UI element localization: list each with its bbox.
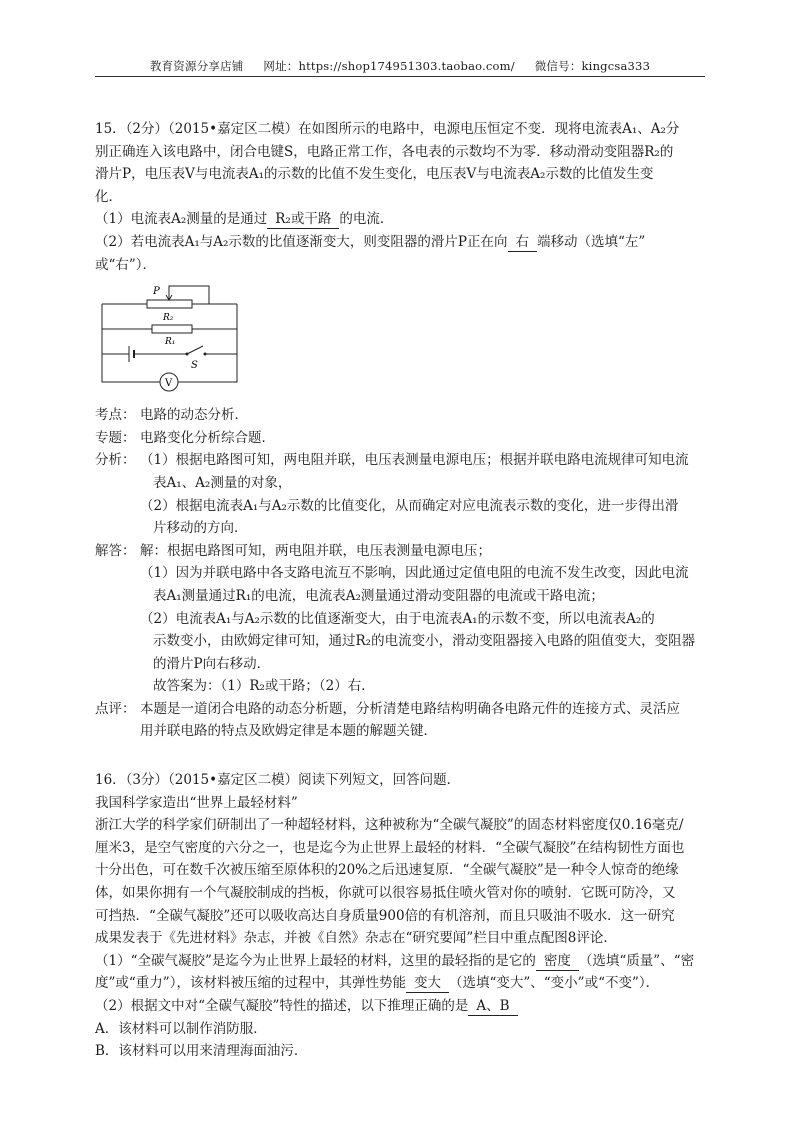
q16-part1-answer: 密度 xyxy=(536,953,579,971)
r1-resistor xyxy=(152,325,192,333)
q15-part1-answer: R₂或干路 xyxy=(267,211,339,229)
q16-part1-line2 xyxy=(95,972,707,995)
q16-stem: 16．（3分）（2015•嘉定区二模）阅读下列短文，回答问题． xyxy=(95,772,461,789)
q16-passage-line: 浙江大学的科学家们研制出了一种超轻材料，这种被称为“全碳气凝胶”的固态材料密度仅0.16毫克/ xyxy=(95,817,684,834)
q16-part1-text: （1）“全碳气凝胶”是迄今为止世界上最轻的材料，这里的最轻指的是它的 xyxy=(95,952,536,969)
zhuanti-row xyxy=(95,427,707,450)
kaodian-text: 电路的动态分析． xyxy=(140,407,248,424)
dianping-label: 点评： xyxy=(95,700,136,717)
dianping-body xyxy=(140,698,707,743)
jieda-line: （2）电流表A₁与A₂示数的比值逐渐变大，由于电流表A₁的示数不变，所以电流表A₂的 xyxy=(140,610,655,627)
kaodian-label: 考点： xyxy=(95,407,136,424)
q16-part1b-text-end: （选填“变大”、“变小”或“不变”）． xyxy=(448,975,660,992)
circuit-diagram xyxy=(97,282,257,394)
q16-option-a: A．该材料可以制作消防服． xyxy=(95,1020,267,1037)
q15-stem-line: 15．（2分）（2015•嘉定区二模）在如图所示的电路中，电源电压恒定不变．现将电流表A₁、A₂分 xyxy=(95,121,680,137)
fenxi-line: 表A₁、A₂测量的对象， xyxy=(153,474,292,491)
q16-part1-text-end: （选填“质量”、“密 xyxy=(578,952,695,969)
q16-passage-title: 我国科学家造出“世界上最轻材料” xyxy=(95,794,298,811)
jieda-body xyxy=(140,540,707,698)
fenxi-row xyxy=(95,449,707,539)
question-15 xyxy=(95,118,707,743)
q16-passage-line: 厘米3，是空气密度的六分之一，也是迄今为止世界上最轻的材料．“全碳气凝胶”在结构韧性方面也 xyxy=(95,839,685,856)
q16-part2-text: （2）根据文中对“全碳气凝胶”特性的描述，以下推理正确的是 xyxy=(95,998,469,1014)
q16-option-b: B．该材料可以用来清理海面油污． xyxy=(95,1043,308,1060)
q15-part1-text-end: 的电流． xyxy=(339,211,394,228)
q16-passage-line: 可挡热．“全碳气凝胶”还可以吸收高达自身质量900倍的有机溶剂，而且只吸油不吸水．这一研究 xyxy=(95,907,675,924)
q15-part1-text: （1）电流表A₂测量的是通过 xyxy=(95,211,268,228)
q15-stem-line: 化． xyxy=(95,188,122,205)
r2-resistor xyxy=(147,300,192,308)
r1-label: R₁ xyxy=(165,337,176,348)
jieda-line: 解：根据电路图可知，两电阻并联，电压表测量电源电压； xyxy=(140,542,491,559)
q16-passage-line: 成果发表于《先进材料》杂志，并被《自然》杂志在“研究要闻”栏目中重点配图8评论． xyxy=(95,930,617,947)
dianping-line: 本题是一道闭合电路的动态分析题，分析清楚电路结构明确各电路元件的连接方式、灵活应 xyxy=(140,700,680,717)
voltmeter-label: V xyxy=(165,378,173,390)
jieda-line: 故答案为：（1）R₂或干路；（2）右． xyxy=(153,678,375,695)
q15-part2-line2: 或“右”）． xyxy=(95,256,157,273)
jieda-row xyxy=(95,540,707,698)
jieda-line: 的滑片P向右移动． xyxy=(153,655,271,672)
header-divider xyxy=(95,76,705,77)
shop-url: 网址：https://shop174951303.taobao.com/ xyxy=(263,59,515,73)
slider-label: P xyxy=(153,286,160,298)
dianping-row xyxy=(95,698,707,743)
switch-blade xyxy=(187,346,203,354)
q15-part1 xyxy=(95,208,707,231)
zhuanti-text: 电路变化分析综合题． xyxy=(140,429,275,446)
jieda-line: （1）因为并联电路中各支路电流互不影响，因此通过定值电阻的电流不发生改变，因此电流 xyxy=(140,565,689,582)
q16-part1 xyxy=(95,950,707,973)
q16-part2 xyxy=(95,995,707,1018)
dianping-line: 用并联电路的特点及欧姆定律是本题的解题关键． xyxy=(140,723,437,740)
q16-part1b-text: 度”或“重力”），该材料被压缩的过程中，其弹性势能 xyxy=(95,975,406,992)
q15-part2-text: （2）若电流表A₁与A₂示数的比值逐渐变大，则变阻器的滑片P正在向 xyxy=(95,233,508,250)
q16-passage-line: 体，如果你拥有一个气凝胶制成的挡板，你就可以很容易抵住喷火管对你的喷射．它既可防冷，又 xyxy=(95,885,676,902)
switch-pivot xyxy=(186,353,189,356)
q15-stem-line: 别正确连入该电路中，闭合电键S，电路正常工作，各电表的示数均不为零．移动滑动变阻器R₂的 xyxy=(95,143,674,160)
q15-part2-answer: 右 xyxy=(508,234,538,252)
jieda-label: 解答： xyxy=(95,542,136,559)
fenxi-line: （1）根据电路图可知，两电阻并联，电压表测量电源电压；根据并联电路电流规律可知电流 xyxy=(140,452,689,469)
switch-label: S xyxy=(191,360,198,372)
wechat-id: 微信号：kingcsa333 xyxy=(534,59,651,73)
r2-label: R₂ xyxy=(163,313,174,324)
q15-stem-line: 滑片P，电压表V与电流表A₁的示数的比值不发生变化，电压表V与电流表A₂示数的比值发生变 xyxy=(95,166,654,183)
zhuanti-label: 专题： xyxy=(95,429,136,446)
fenxi-label: 分析： xyxy=(95,452,136,469)
q16-part1b-answer: 变大 xyxy=(406,975,449,993)
fenxi-line: （2）根据电流表A₁与A₂示数的比值变化，从而确定对应电流表示数的变化，进一步得出滑 xyxy=(140,497,679,514)
fenxi-line: 片移动的方向． xyxy=(153,520,248,537)
q16-part2-answer: A、B xyxy=(468,998,517,1016)
slider-wire xyxy=(169,286,209,304)
spacer xyxy=(95,743,707,769)
switch-contact xyxy=(204,353,207,356)
shop-name: 教育资源分享店铺 xyxy=(149,59,244,73)
q16-passage-line: 十分出色，可在数千次被压缩至原体积的20%之后迅速复原．“全碳气凝胶”是一种令人惊奇的绝缘 xyxy=(95,862,679,879)
jieda-line: 示数变小，由欧姆定律可知，通过R₂的电流变小，滑动变阻器接入电路的阻值变大，变阻器 xyxy=(153,633,696,650)
kaodian-row xyxy=(95,404,707,427)
page-header xyxy=(95,58,705,74)
q15-part2-text-end: 端移动（选填“左” xyxy=(537,233,646,250)
question-16 xyxy=(95,769,707,1063)
jieda-line: 表A₁测量通过R₁的电流，电流表A₂测量通过滑动变阻器的电流或干路电流； xyxy=(153,587,604,604)
document-body xyxy=(95,118,707,1063)
fenxi-body xyxy=(140,449,707,539)
q15-part2 xyxy=(95,231,707,254)
